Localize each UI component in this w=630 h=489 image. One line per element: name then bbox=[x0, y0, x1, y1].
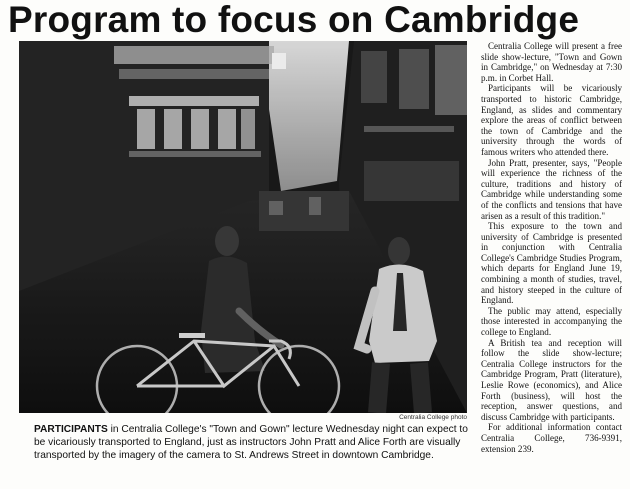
photo-credit: Centralia College photo bbox=[399, 414, 467, 421]
article-body bbox=[481, 41, 622, 454]
article-paragraph: The public may attend, especially those interested in accompanying the college to England. bbox=[481, 305, 622, 338]
photo-caption bbox=[34, 423, 470, 462]
caption-lead: PARTICIPANTS bbox=[34, 424, 108, 435]
headline: Program to focus on Cambridge bbox=[8, 0, 580, 40]
article-paragraph: This exposure to the town and university of Cambridge is presented in conjunction with Centralia College's Cambridge Studies Program, which departs for England June 19, combining a month of studies, travel, and history steeped in the culture of England. bbox=[481, 221, 622, 306]
article-paragraph: A British tea and reception will follow the slide show-lecture; Centralia College instructors for the Cambridge Program, Pratt (literature), Leslie Rowe (economics), and Alice Forth (business), will host the reception, answer questions, and discuss Cambridge with participants. bbox=[481, 337, 622, 422]
caption-text: in Centralia College's "Town and Gown" lecture Wednesday night can expect to be vicariously transported to England, just as instructors John Pratt and Alice Forth are visually transported by the imagery of the camera to St. Andrews Street in downtown Cambridge. bbox=[34, 424, 468, 461]
news-photo bbox=[19, 41, 467, 413]
article-paragraph: For additional information contact Centralia College, 736-9391, extension 239. bbox=[481, 422, 622, 454]
article-paragraph: John Pratt, presenter, says, "People will experience the richness of the culture, traditions and history of Cambridge while understanding some of the conflicts and tensions that have arisen as a result of this tradition." bbox=[481, 157, 622, 221]
article-paragraph: Participants will be vicariously transported to historic Cambridge, England, as slides and commentary explore the areas of conflict between the town of Cambridge and the university through the words of famous writers who attended there. bbox=[481, 83, 622, 157]
article-paragraph: Centralia College will present a free slide show-lecture, "Town and Gown in Cambridge," on Wednesday at 7:30 p.m. in Corbet Hall. bbox=[481, 41, 622, 83]
street-scene-image bbox=[19, 41, 467, 413]
